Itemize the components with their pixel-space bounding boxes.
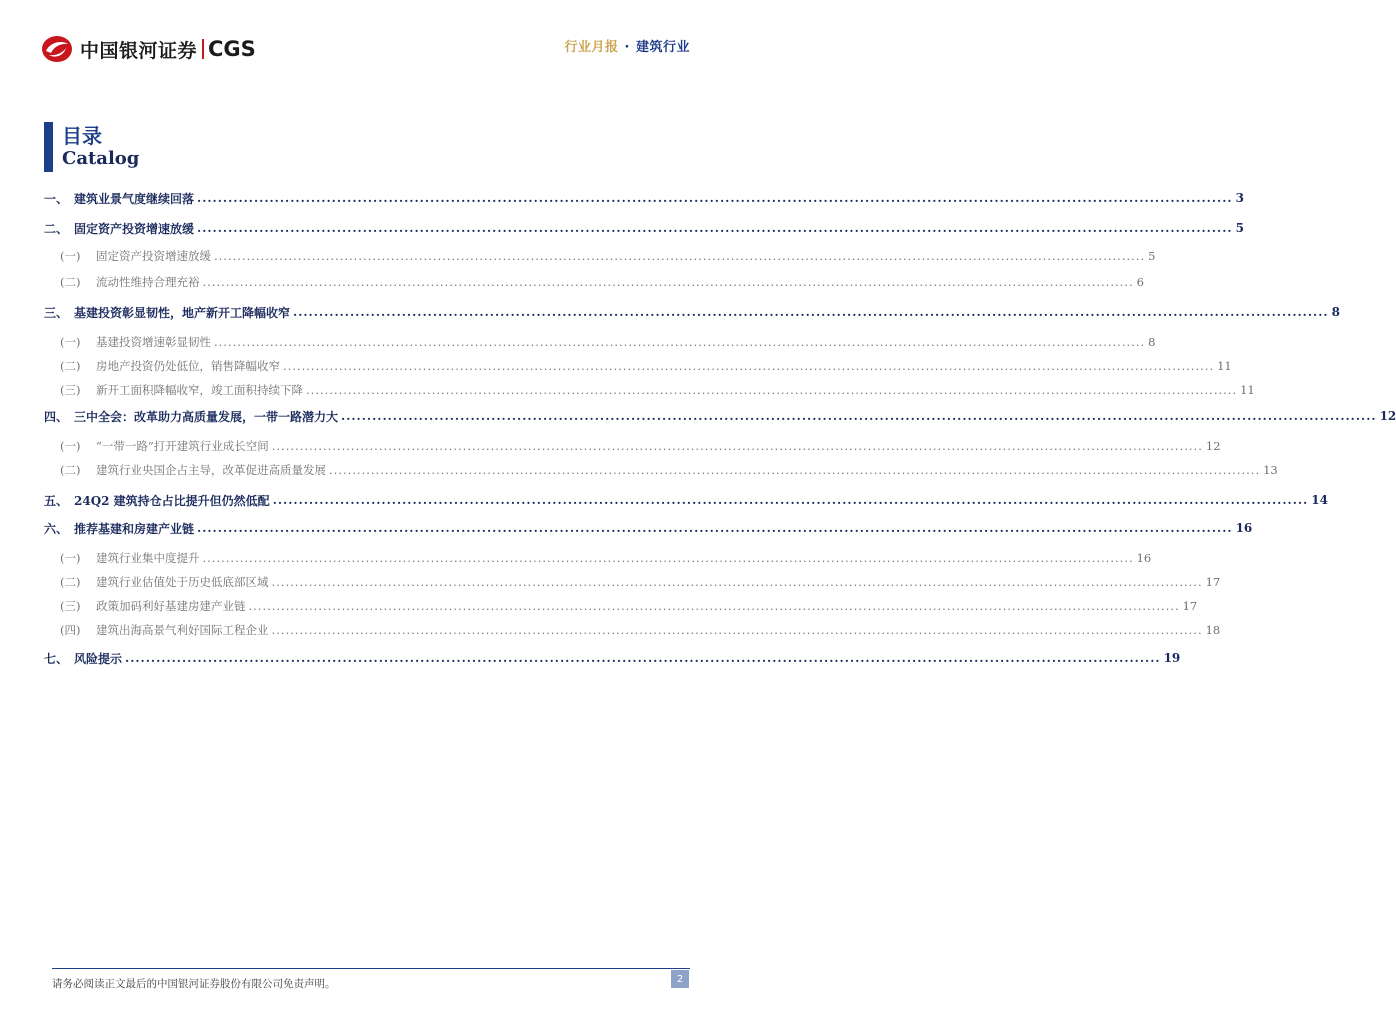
toc-section-link[interactable] (44, 516, 1253, 540)
toc-subsection-link[interactable] (44, 354, 1232, 378)
toc-entry-number: 六、 (44, 521, 69, 536)
company-logo (40, 34, 256, 64)
toc-entry-number: (四) (60, 623, 81, 637)
toc-entry-page: 16 (1136, 551, 1152, 565)
toc-subsection-link[interactable] (44, 458, 1278, 482)
logo-text: 中国银河证券 (80, 39, 198, 62)
toc-entry-title: 建筑行业集中度提升 (96, 551, 200, 565)
toc-entry-number: (一) (60, 439, 81, 453)
toc-subsection-link[interactable] (44, 434, 1221, 458)
toc-entry-page: 17 (1205, 575, 1221, 589)
toc-entry-number: 一、 (44, 191, 69, 206)
cgs-logo-icon (40, 34, 74, 64)
toc-subsection-link[interactable] (44, 244, 1156, 268)
toc-leader-dots: ........................................................................................................................................................................................................ (125, 651, 1161, 665)
toc-entry-page: 3 (1235, 191, 1244, 205)
footer-disclaimer: 请务必阅读正文最后的中国银河证券股份有限公司免责声明。 (52, 978, 336, 990)
logo-divider (202, 39, 204, 59)
toc-entry-title: 风险提示 (74, 651, 123, 666)
toc-entry-number: (一) (60, 249, 81, 263)
toc-leader-dots: ........................................................................................................................................................................................................ (214, 335, 1146, 349)
toc-entry-title: 固定资产投资增速放缓 (96, 249, 211, 263)
toc-entry-number: 三、 (44, 305, 69, 320)
toc-leader-dots: ........................................................................................................................................................................................................ (214, 249, 1146, 263)
toc-entry-title: 流动性维持合理充裕 (96, 275, 200, 289)
toc-entry-page: 8 (1148, 335, 1156, 349)
toc-entry-number: 七、 (44, 651, 69, 666)
toc-entry-number: (一) (60, 335, 81, 349)
toc-entry-page: 12 (1379, 409, 1396, 423)
toc-entry-page: 13 (1263, 463, 1278, 477)
toc-section-link[interactable] (44, 216, 1244, 240)
toc-entry-title: 固定资产投资增速放缓 (74, 221, 195, 236)
toc-subsection-link[interactable] (44, 270, 1144, 294)
toc-section-link[interactable] (44, 646, 1181, 670)
toc-entry-page: 17 (1182, 599, 1198, 613)
toc-entry-number: 五、 (44, 493, 69, 508)
toc-leader-dots: ........................................................................................................................................................................................................ (341, 409, 1377, 423)
toc-leader-dots: ........................................................................................................................................................................................................ (283, 359, 1215, 373)
report-category (565, 36, 690, 55)
toc-entry-page: 16 (1235, 521, 1253, 535)
toc-entry-title: 建筑出海高景气利好国际工程企业 (96, 623, 269, 637)
toc-entry-title: 建筑业景气度继续回落 (74, 191, 195, 206)
toc-leader-dots: ........................................................................................................................................................................................................ (202, 551, 1134, 565)
toc-entry-number: (三) (60, 599, 81, 613)
toc-entry-page: 6 (1136, 275, 1144, 289)
toc-entry-number: (二) (60, 463, 81, 477)
toc-entry-title: 24Q2 建筑持仓占比提升但仍然低配 (74, 493, 270, 508)
toc-entry-title: 推荐基建和房建产业链 (74, 521, 195, 536)
toc-entry-number: (二) (60, 575, 81, 589)
toc-entry-page: 18 (1205, 623, 1221, 637)
toc-entry-page: 19 (1163, 651, 1181, 665)
toc-leader-dots: ........................................................................................................................................................................................................ (271, 439, 1203, 453)
toc-entry-title: 建筑行业央国企占主导，改革促进高质量发展 (96, 463, 326, 477)
toc-section-link[interactable] (44, 300, 1340, 324)
toc-entry-page: 5 (1235, 221, 1244, 235)
toc-entry-page: 8 (1331, 305, 1340, 319)
industry-name: 建筑行业 (635, 40, 690, 55)
toc-leader-dots: ........................................................................................................................................................................................................ (271, 575, 1203, 589)
toc-entry-title: 建筑行业估值处于历史低底部区域 (96, 575, 269, 589)
footer-divider (52, 968, 690, 969)
toc-subsection-link[interactable] (44, 330, 1156, 354)
page-header (40, 34, 690, 66)
toc-entry-title: 政策加码利好基建房建产业链 (96, 599, 246, 613)
toc-section-link[interactable] (44, 186, 1244, 210)
toc-subsection-link[interactable] (44, 546, 1152, 570)
page-number: 2 (671, 970, 689, 988)
toc-entry-title: 房地产投资仍处低位，销售降幅收窄 (96, 359, 280, 373)
toc-entry-title: “一带一路”打开建筑行业成长空间 (96, 439, 269, 453)
toc-leader-dots: ........................................................................................................................................................................................................ (271, 623, 1203, 637)
title-en: Catalog (62, 148, 140, 169)
toc-section-link[interactable] (44, 488, 1328, 512)
toc-leader-dots: ........................................................................................................................................................................................................ (248, 599, 1180, 613)
toc-entry-title: 三中全会：改革助力高质量发展，一带一路潜力大 (74, 409, 339, 424)
title-accent-bar (44, 122, 53, 172)
toc-entry-title: 基建投资增速彰显韧性 (96, 335, 211, 349)
toc-leader-dots: ........................................................................................................................................................................................................ (272, 493, 1309, 507)
toc-entry-number: 二、 (44, 221, 69, 236)
toc-entry-number: (二) (60, 275, 81, 289)
toc-subsection-link[interactable] (44, 378, 1255, 402)
toc-leader-dots: ........................................................................................................................................................................................................ (197, 521, 1233, 535)
toc-entry-page: 12 (1205, 439, 1221, 453)
toc-entry-number: 四、 (44, 409, 69, 424)
toc-entry-number: (一) (60, 551, 81, 565)
toc-leader-dots: ........................................................................................................................................................................................................ (202, 275, 1134, 289)
toc-leader-dots: ........................................................................................................................................................................................................ (197, 221, 1233, 235)
toc-leader-dots: ........................................................................................................................................................................................................ (293, 305, 1329, 319)
toc-subsection-link[interactable] (44, 594, 1198, 618)
toc-entry-number: (三) (60, 383, 81, 397)
toc-section-link[interactable] (44, 404, 1396, 428)
toc-entry-page: 5 (1148, 249, 1156, 263)
toc-leader-dots: ........................................................................................................................................................................................................ (329, 463, 1261, 477)
toc-entry-page: 14 (1311, 493, 1328, 507)
toc-leader-dots: ........................................................................................................................................................................................................ (197, 191, 1233, 205)
toc-subsection-link[interactable] (44, 570, 1221, 594)
header-separator: · (624, 40, 630, 55)
logo-en: CGS (208, 37, 256, 61)
toc-entry-page: 11 (1240, 383, 1255, 397)
toc-entry-number: (二) (60, 359, 81, 373)
toc-subsection-link[interactable] (44, 618, 1221, 642)
toc-entry-page: 11 (1217, 359, 1232, 373)
toc-leader-dots: ........................................................................................................................................................................................................ (306, 383, 1238, 397)
toc-entry-title: 基建投资彰显韧性，地产新开工降幅收窄 (74, 305, 291, 320)
toc-entry-title: 新开工面积降幅收窄，竣工面积持续下降 (96, 383, 303, 397)
title-cn: 目录 (62, 124, 102, 148)
report-type: 行业月报 (564, 40, 619, 55)
